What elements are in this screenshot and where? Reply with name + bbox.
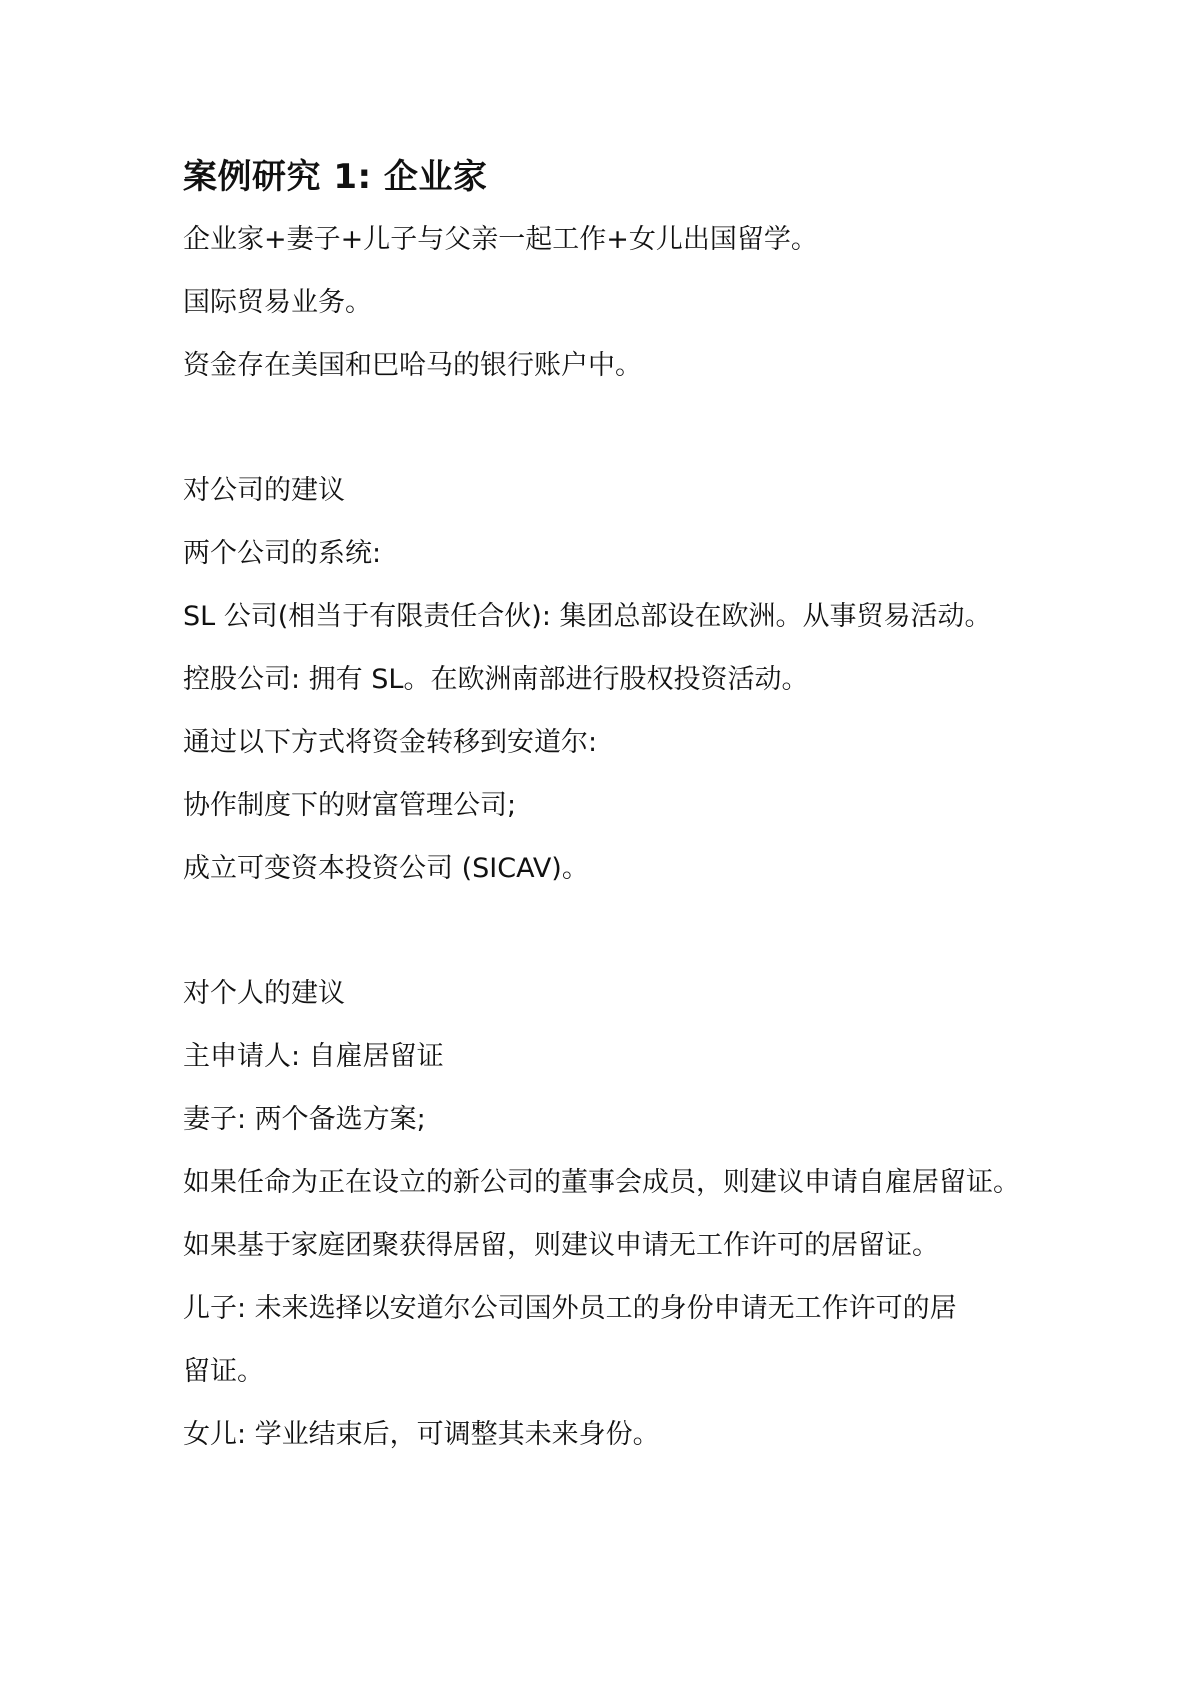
company-line: 成立可变资本投资公司 (SICAV)。 [183,853,589,884]
company-line: 通过以下方式将资金转移到安道尔: [183,727,598,758]
personal-line: 留证。 [183,1356,264,1387]
personal-recommendations [183,962,1083,1466]
section-spacer [183,397,1083,459]
case-intro [183,208,1083,397]
company-line: 两个公司的系统: [183,538,382,569]
company-line: 协作制度下的财富管理公司; [183,790,517,821]
intro-line-business: 国际贸易业务。 [183,287,372,318]
intro-line-funds: 资金存在美国和巴哈马的银行账户中。 [183,350,642,381]
company-line: 控股公司: 拥有 SL。在欧洲南部进行股权投资活动。 [183,664,809,695]
section-spacer [183,900,1083,962]
personal-line: 主申请人: 自雇居留证 [183,1041,444,1072]
personal-line: 如果基于家庭团聚获得居留，则建议申请无工作许可的居留证。 [183,1230,939,1261]
personal-line: 女儿: 学业结束后，可调整其未来身份。 [183,1419,660,1450]
personal-section-heading: 对个人的建议 [183,978,345,1009]
intro-line-family: 企业家+妻子+儿子与父亲一起工作+女儿出国留学。 [183,224,818,255]
personal-line: 如果任命为正在设立的新公司的董事会成员，则建议申请自雇居留证。 [183,1167,1020,1198]
document-body [183,150,1083,1466]
company-section-heading: 对公司的建议 [183,475,345,506]
personal-line: 儿子: 未来选择以安道尔公司国外员工的身份申请无工作许可的居 [183,1293,957,1324]
company-recommendations [183,459,1083,900]
page-title: 案例研究 1: 企业家 [183,157,488,197]
company-line: SL 公司(相当于有限责任合伙): 集团总部设在欧洲。从事贸易活动。 [183,601,992,632]
personal-line: 妻子: 两个备选方案; [183,1104,426,1135]
